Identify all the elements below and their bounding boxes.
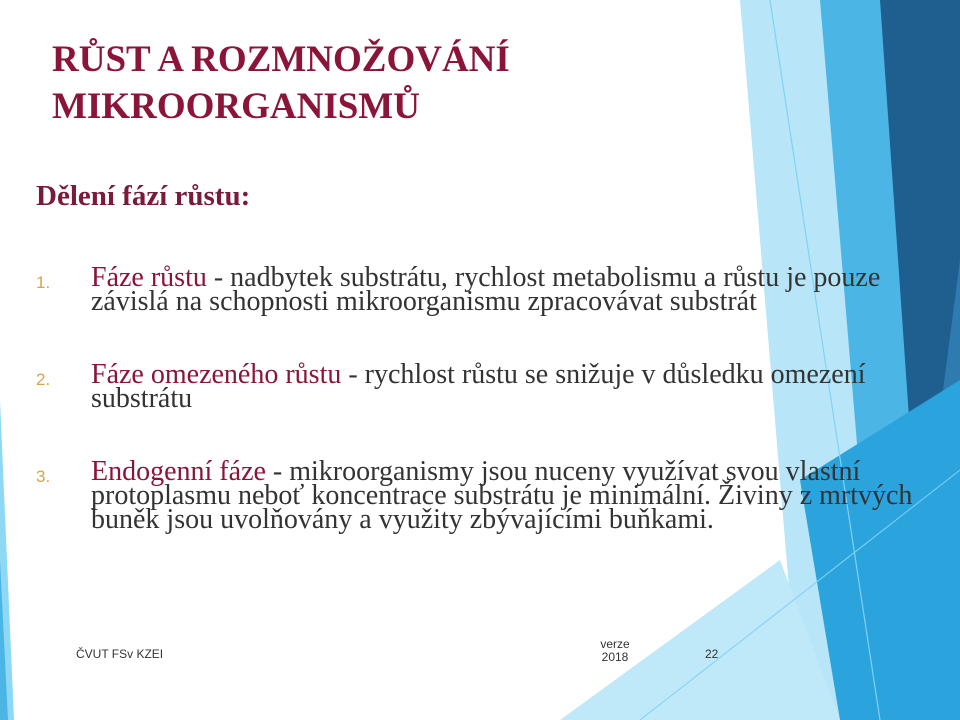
list-item-text <box>91 262 936 317</box>
phase-list <box>36 262 936 535</box>
footer-version-year: 2018 <box>601 650 629 664</box>
list-item <box>36 456 936 535</box>
list-item <box>36 262 936 317</box>
footer-organization: ČVUT FSv KZEI <box>76 647 164 661</box>
slide-title <box>52 36 752 130</box>
phase-term: Fáze růstu <box>91 262 207 293</box>
phase-term: Endogenní fáze <box>91 456 266 487</box>
footer-version-label: verze <box>600 637 630 651</box>
phase-description: - nadbytek substrátu, rychlost metabolismu a růstu je pouze závislá na schopnosti mikroorganismu zpracovávat substrát <box>91 262 881 317</box>
list-item-text <box>91 456 936 535</box>
phase-description: - rychlost růstu se snižuje v důsledku omezení substrátu <box>91 359 866 414</box>
subtitle: Dělení fází růstu: <box>36 180 251 212</box>
phase-term: Fáze omezeného růstu <box>91 359 342 390</box>
title-line-2: MIKROORGANISMŮ <box>52 86 420 127</box>
footer-page-number: 22 <box>705 647 719 661</box>
list-item-text <box>91 359 936 414</box>
list-number: 3. <box>36 467 51 486</box>
phase-description: - mikroorganismy jsou nuceny využívat svou vlastní protoplasmu neboť koncentrace substrátu je minimální. Živiny z mrtvých buněk jsou uvolňovány a využity zbývajícími buňkami. <box>91 456 913 535</box>
list-item <box>36 359 936 414</box>
list-number: 1. <box>36 273 51 292</box>
footer-version <box>588 638 642 664</box>
list-number: 2. <box>36 370 51 389</box>
title-line-1: RŮST A ROZMNOŽOVÁNÍ <box>52 39 510 80</box>
